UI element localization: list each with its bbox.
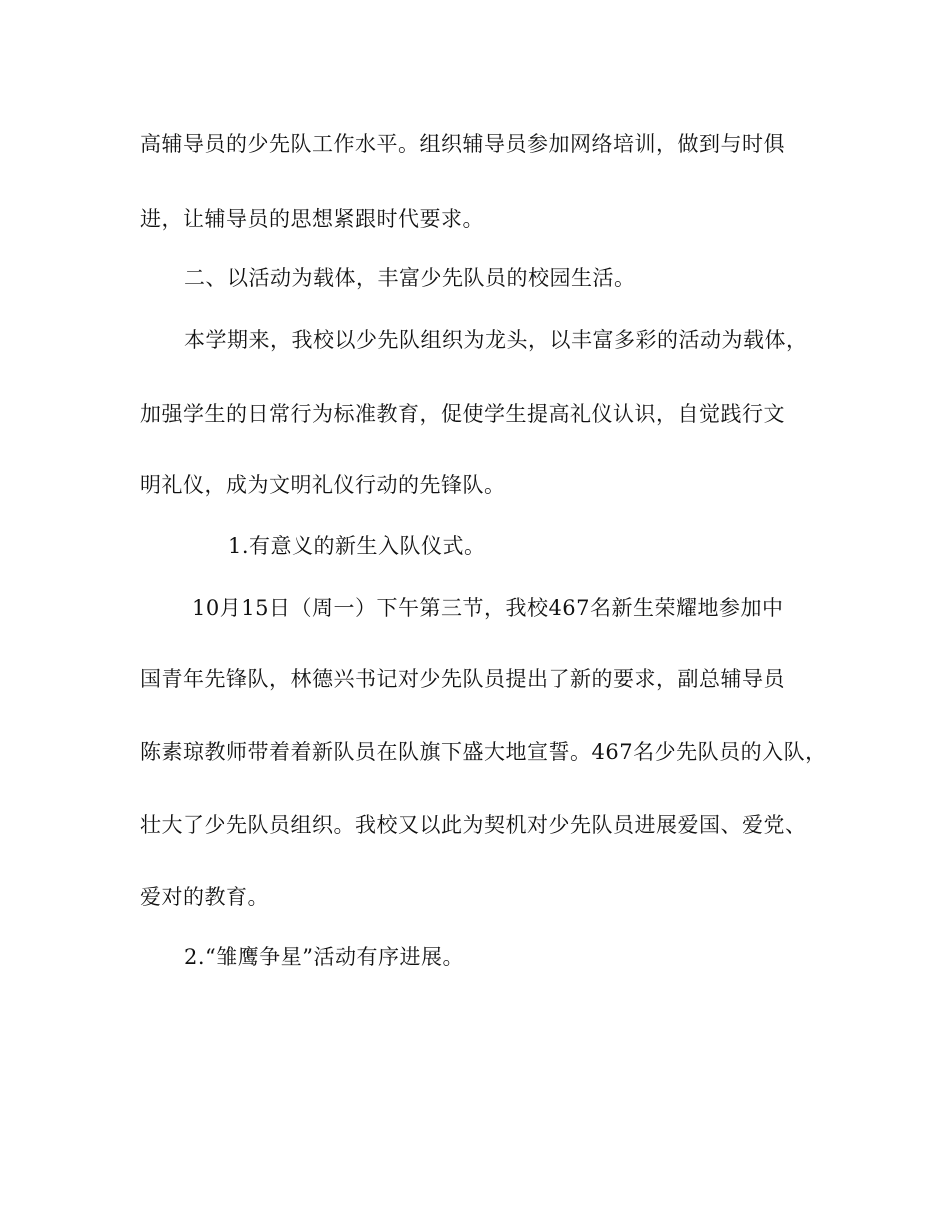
paragraph-line: 进，让辅导员的思想紧跟时代要求。 <box>140 207 484 231</box>
paragraph-line: 陈素琼教师带着着新队员在队旗下盛大地宣誓。467名少先队员的入队， <box>140 740 827 764</box>
paragraph-line: 爱对的教育。 <box>140 885 269 909</box>
paragraph-line: 明礼仪，成为文明礼仪行动的先锋队。 <box>140 473 506 497</box>
subsection-heading: 2.“雏鹰争星”活动有序进展。 <box>184 945 465 969</box>
paragraph-line: 加强学生的日常行为标准教育，促使学生提高礼仪认识，自觉践行文 <box>140 402 785 426</box>
paragraph-line: 本学期来，我校以少先队组织为龙头，以丰富多彩的活动为载体， <box>184 328 808 352</box>
paragraph-line: 10月15日（周一）下午第三节，我校467名新生荣耀地参加中 <box>192 596 784 620</box>
section-heading: 二、以活动为载体，丰富少先队员的校园生活。 <box>184 266 636 290</box>
paragraph-line: 高辅导员的少先队工作水平。组织辅导员参加网络培训，做到与时俱 <box>140 132 785 156</box>
paragraph-line: 壮大了少先队员组织。我校又以此为契机对少先队员进展爱国、爱党、 <box>140 813 807 837</box>
subsection-heading: 1.有意义的新生入队仪式。 <box>228 534 486 558</box>
paragraph-line: 国青年先锋队，林德兴书记对少先队员提出了新的要求，副总辅导员 <box>140 667 785 691</box>
